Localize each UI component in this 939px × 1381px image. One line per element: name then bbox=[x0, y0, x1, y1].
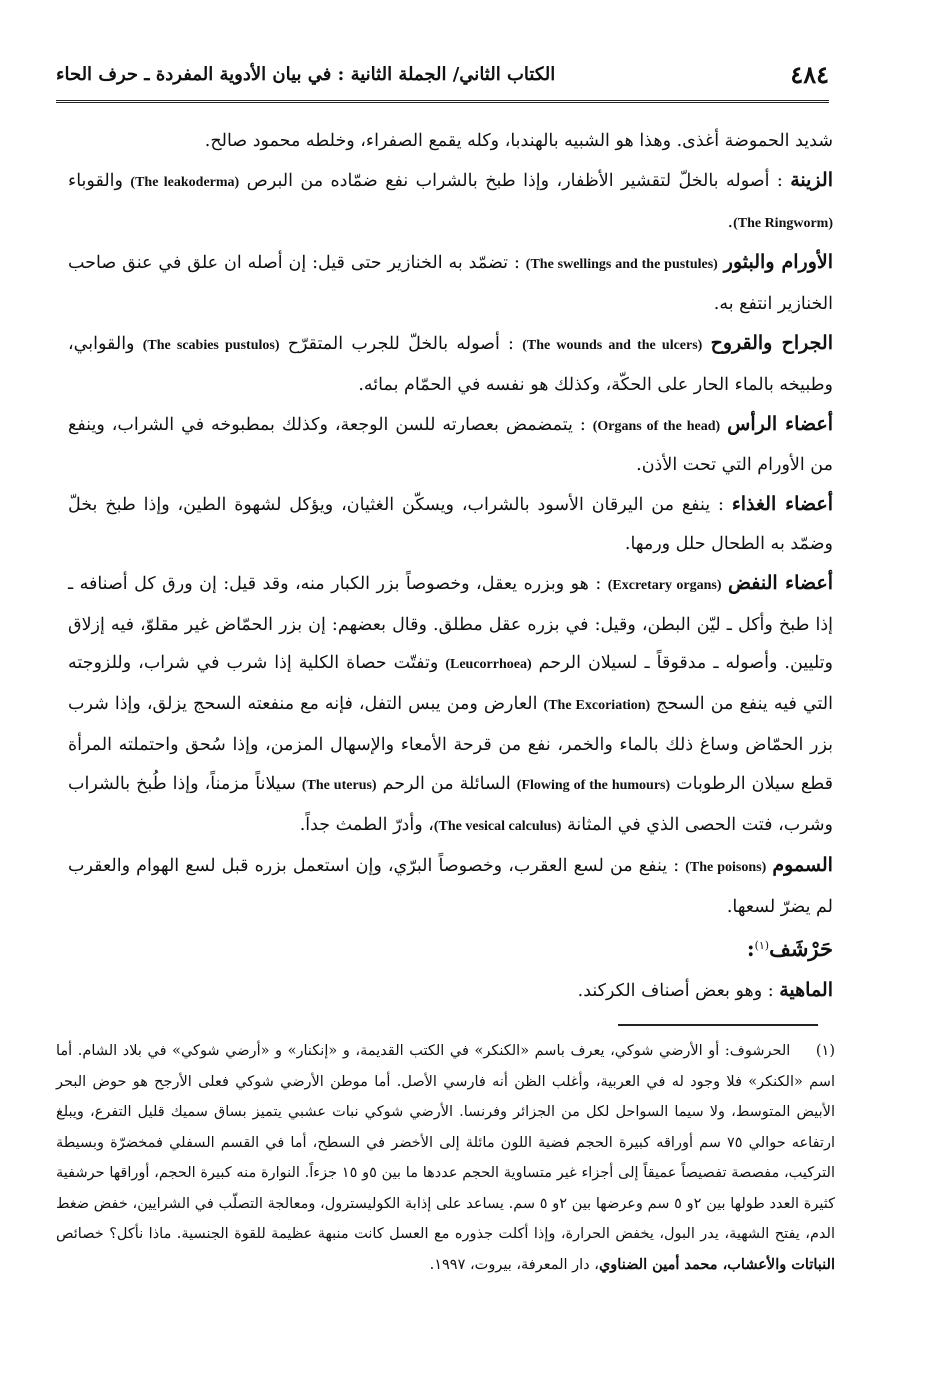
entry-colon: : bbox=[746, 935, 755, 961]
paragraph: شديد الحموضة أغذى. وهذا هو الشبيه بالهندبا، وكله يقمع الصفراء، وخلطه محمود صالح. bbox=[204, 131, 833, 151]
latin-term: (Flowing of the humours) bbox=[516, 777, 671, 793]
paragraph-text: سيلاناً مزمناً، وإذا طُبخ بالشراب وشرب، فتت الحصى الذي في المثانة bbox=[68, 773, 833, 835]
latin-term: (The Excoriation) bbox=[543, 698, 651, 714]
footnote-text: ، دار المعرفة، بيروت، ١٩٩٧. bbox=[429, 1256, 599, 1273]
paragraph-text: : ينفع من اليرقان الأسود بالشراب، ويسكّن الغثيان، ويؤكل لشهوة الطين، وإذا طبخ بخلّ وضمّد به الطحال حلل ورمها. bbox=[68, 495, 833, 554]
latin-term: (The scabies pustulos) bbox=[142, 337, 280, 353]
entry-heading bbox=[68, 927, 833, 971]
latin-term: (The vesical calculus) bbox=[433, 818, 562, 834]
running-title: الكتاب الثاني/ الجملة الثانية : في بيان الأدوية المفردة ـ حرف الحاء bbox=[56, 64, 556, 85]
section-term: الزينة bbox=[790, 168, 833, 191]
paragraph bbox=[68, 161, 833, 244]
latin-term: (The uterus) bbox=[301, 777, 377, 793]
section-term: الأورام والبثور bbox=[723, 251, 833, 274]
latin-term: (Leucorrhoea) bbox=[445, 657, 532, 673]
footnote-divider bbox=[618, 1024, 818, 1026]
section-term: السموم bbox=[772, 854, 833, 877]
footnote-text: الحرشوف: أو الأرضي شوكي، يعرف باسم «الكنكر» في الكتب القديمة، و «إنكنار» و «أرضي شوكي» في بلاد الشام. أما اسم «الكنكر» فلا وجود له في العربية، وأغلب الظن أنه فارسي الأصل. أما موطن الأرضي شوكي فعلى الأرجح هو حوض البحر الأبيض المتوسط، ولا سيما السواحل لكل من الجزائر وفرنسا. الأرضي شوكي نبات عشبي يتميز بساق سميك قليل التفرع، ويبلغ ارتفاعه حوالي ٧٥ سم أوراقه كبيرة الحجم فضية اللون مائلة إلى الأخضر في السطح، أما في القسم السفلي فمخضرّة وبسيطة التركيب، مفصصة تفصيصاً عميقاً إلى أجزاء غير متساوية الحجم عددها ما بين ٥و ١٥ جزءاً. النوارة منه كبيرة الحجم، أوراقها حرشفية كثيرة العدد طولها بين ٢و ٥ سم وعرضها بين ٢و ٥ سم. يساعد على إذابة الكوليسترول، ومعالجة التصلّب في الشرايين، خفض ضغط الدم، يفتح الشهية، يدر البول، يخفض الحرارة، وإذا أكلت جذوره مع العسل كانت منبهة عظيمة للقوة الجنسية. ماذا نأكل؟ خصائص bbox=[56, 1043, 835, 1242]
latin-term: (Excretary organs) bbox=[607, 577, 722, 593]
latin-term: (The swellings and the pustules) bbox=[525, 257, 718, 273]
paragraph-text: : وهو بعض أصناف الكركند. bbox=[577, 980, 774, 1001]
paragraph-text: : هو وبزره يعقل، وخصوصاً بزر الكبار منه، وقد قيل: إن ورق كل أصنافه ـ إذا طبخ وأكل ـ ليّن البطن، وقيل: في بزره عقل مطلق. وقال بعضهم: إن بزر الحمّاض غير مقلوّ، فيه إزلاق وتليين. وأصوله ـ مدقوقاً ـ لسيلان الرحم bbox=[68, 573, 833, 674]
paragraph-text: وتفتّت حصاة الكلية إذا شرب في شراب، وللزوجته التي فيه ينفع من السحج bbox=[68, 653, 833, 715]
footnote-number: (١) bbox=[815, 1043, 836, 1059]
section-term: أعضاء النفض bbox=[727, 571, 833, 594]
paragraph-text: : ينفع من لسع العقرب، وخصوصاً البرّي، وإن استعمل بزره قبل لسع الهوام والعقرب لم يضرّ لسعها. bbox=[68, 856, 833, 918]
paragraph bbox=[68, 405, 833, 486]
paragraph-text: والقوباء bbox=[68, 170, 123, 191]
entry-name: حَرْشَف bbox=[769, 935, 833, 961]
latin-term: (The Ringworm) bbox=[733, 215, 833, 231]
paragraph-text: ، وأدرّ الطمث جداً. bbox=[299, 814, 434, 835]
paragraph bbox=[68, 485, 833, 564]
latin-term: (The poisons) bbox=[685, 860, 767, 876]
paragraph bbox=[68, 324, 833, 405]
paragraph-text: : يتمضمض بعصارته للسن الوجعة، وكذلك بمطبوخه في الشراب، وينفع من الأورام التي تحت الأذن. bbox=[68, 414, 833, 476]
section-term: الجراح والقروح bbox=[710, 331, 833, 354]
page-number: ٤٨٤ bbox=[790, 60, 829, 89]
latin-term: (The leakoderma) bbox=[130, 174, 240, 190]
header-divider bbox=[56, 100, 829, 103]
footnotes bbox=[56, 1036, 835, 1280]
main-text bbox=[68, 122, 833, 1010]
section-term: الماهية bbox=[779, 978, 833, 1001]
paragraph-text: : تضمّد به الخنازير حتى قيل: إن أصله ان علق في عنق صاحب الخنازير انتفع به. bbox=[68, 253, 833, 315]
section-term: أعضاء الرأس bbox=[727, 412, 833, 435]
paragraph-text: : أصوله بالخلّ لتقشير الأظفار، وإذا طبخ بالشراب نفع ضمّاده من البرص bbox=[246, 170, 783, 191]
section-term: أعضاء الغذاء bbox=[731, 493, 833, 516]
paragraph bbox=[68, 846, 833, 927]
paragraph-text: : أصوله بالخلّ للجرب المتقرّح bbox=[287, 333, 514, 354]
paragraph bbox=[68, 564, 833, 847]
footnote bbox=[56, 1036, 835, 1280]
paragraph bbox=[68, 971, 833, 1011]
paragraph-text: العارض ومن يبس التفل، فإنه مع منفعته السحج يزلق، وإذا شرب بزر الحمّاض وساغ ذلك بالماء والخمر، نفع من قرحة الأمعاء والإسهال المزمن، وإذا سُحق واحتملته المرأة قطع سيلان الرطوبات bbox=[68, 694, 833, 794]
latin-term: (The wounds and the ulcers) bbox=[522, 337, 703, 353]
footnote-book: النباتات والأعشاب، محمد أمين الضناوي bbox=[598, 1255, 835, 1273]
paragraph-text: . bbox=[727, 211, 734, 232]
paragraph bbox=[68, 243, 833, 324]
page-header bbox=[56, 58, 829, 98]
paragraph-text: السائلة من الرحم bbox=[382, 773, 511, 794]
footnote-ref[interactable]: (١) bbox=[754, 938, 770, 952]
latin-term: (Organs of the head) bbox=[592, 418, 721, 434]
paragraph-text: والقوابي، وطبيخه بالماء الحار على الحكّة، وكذلك هو نفسه في الحمّام بمائه. bbox=[68, 333, 833, 395]
